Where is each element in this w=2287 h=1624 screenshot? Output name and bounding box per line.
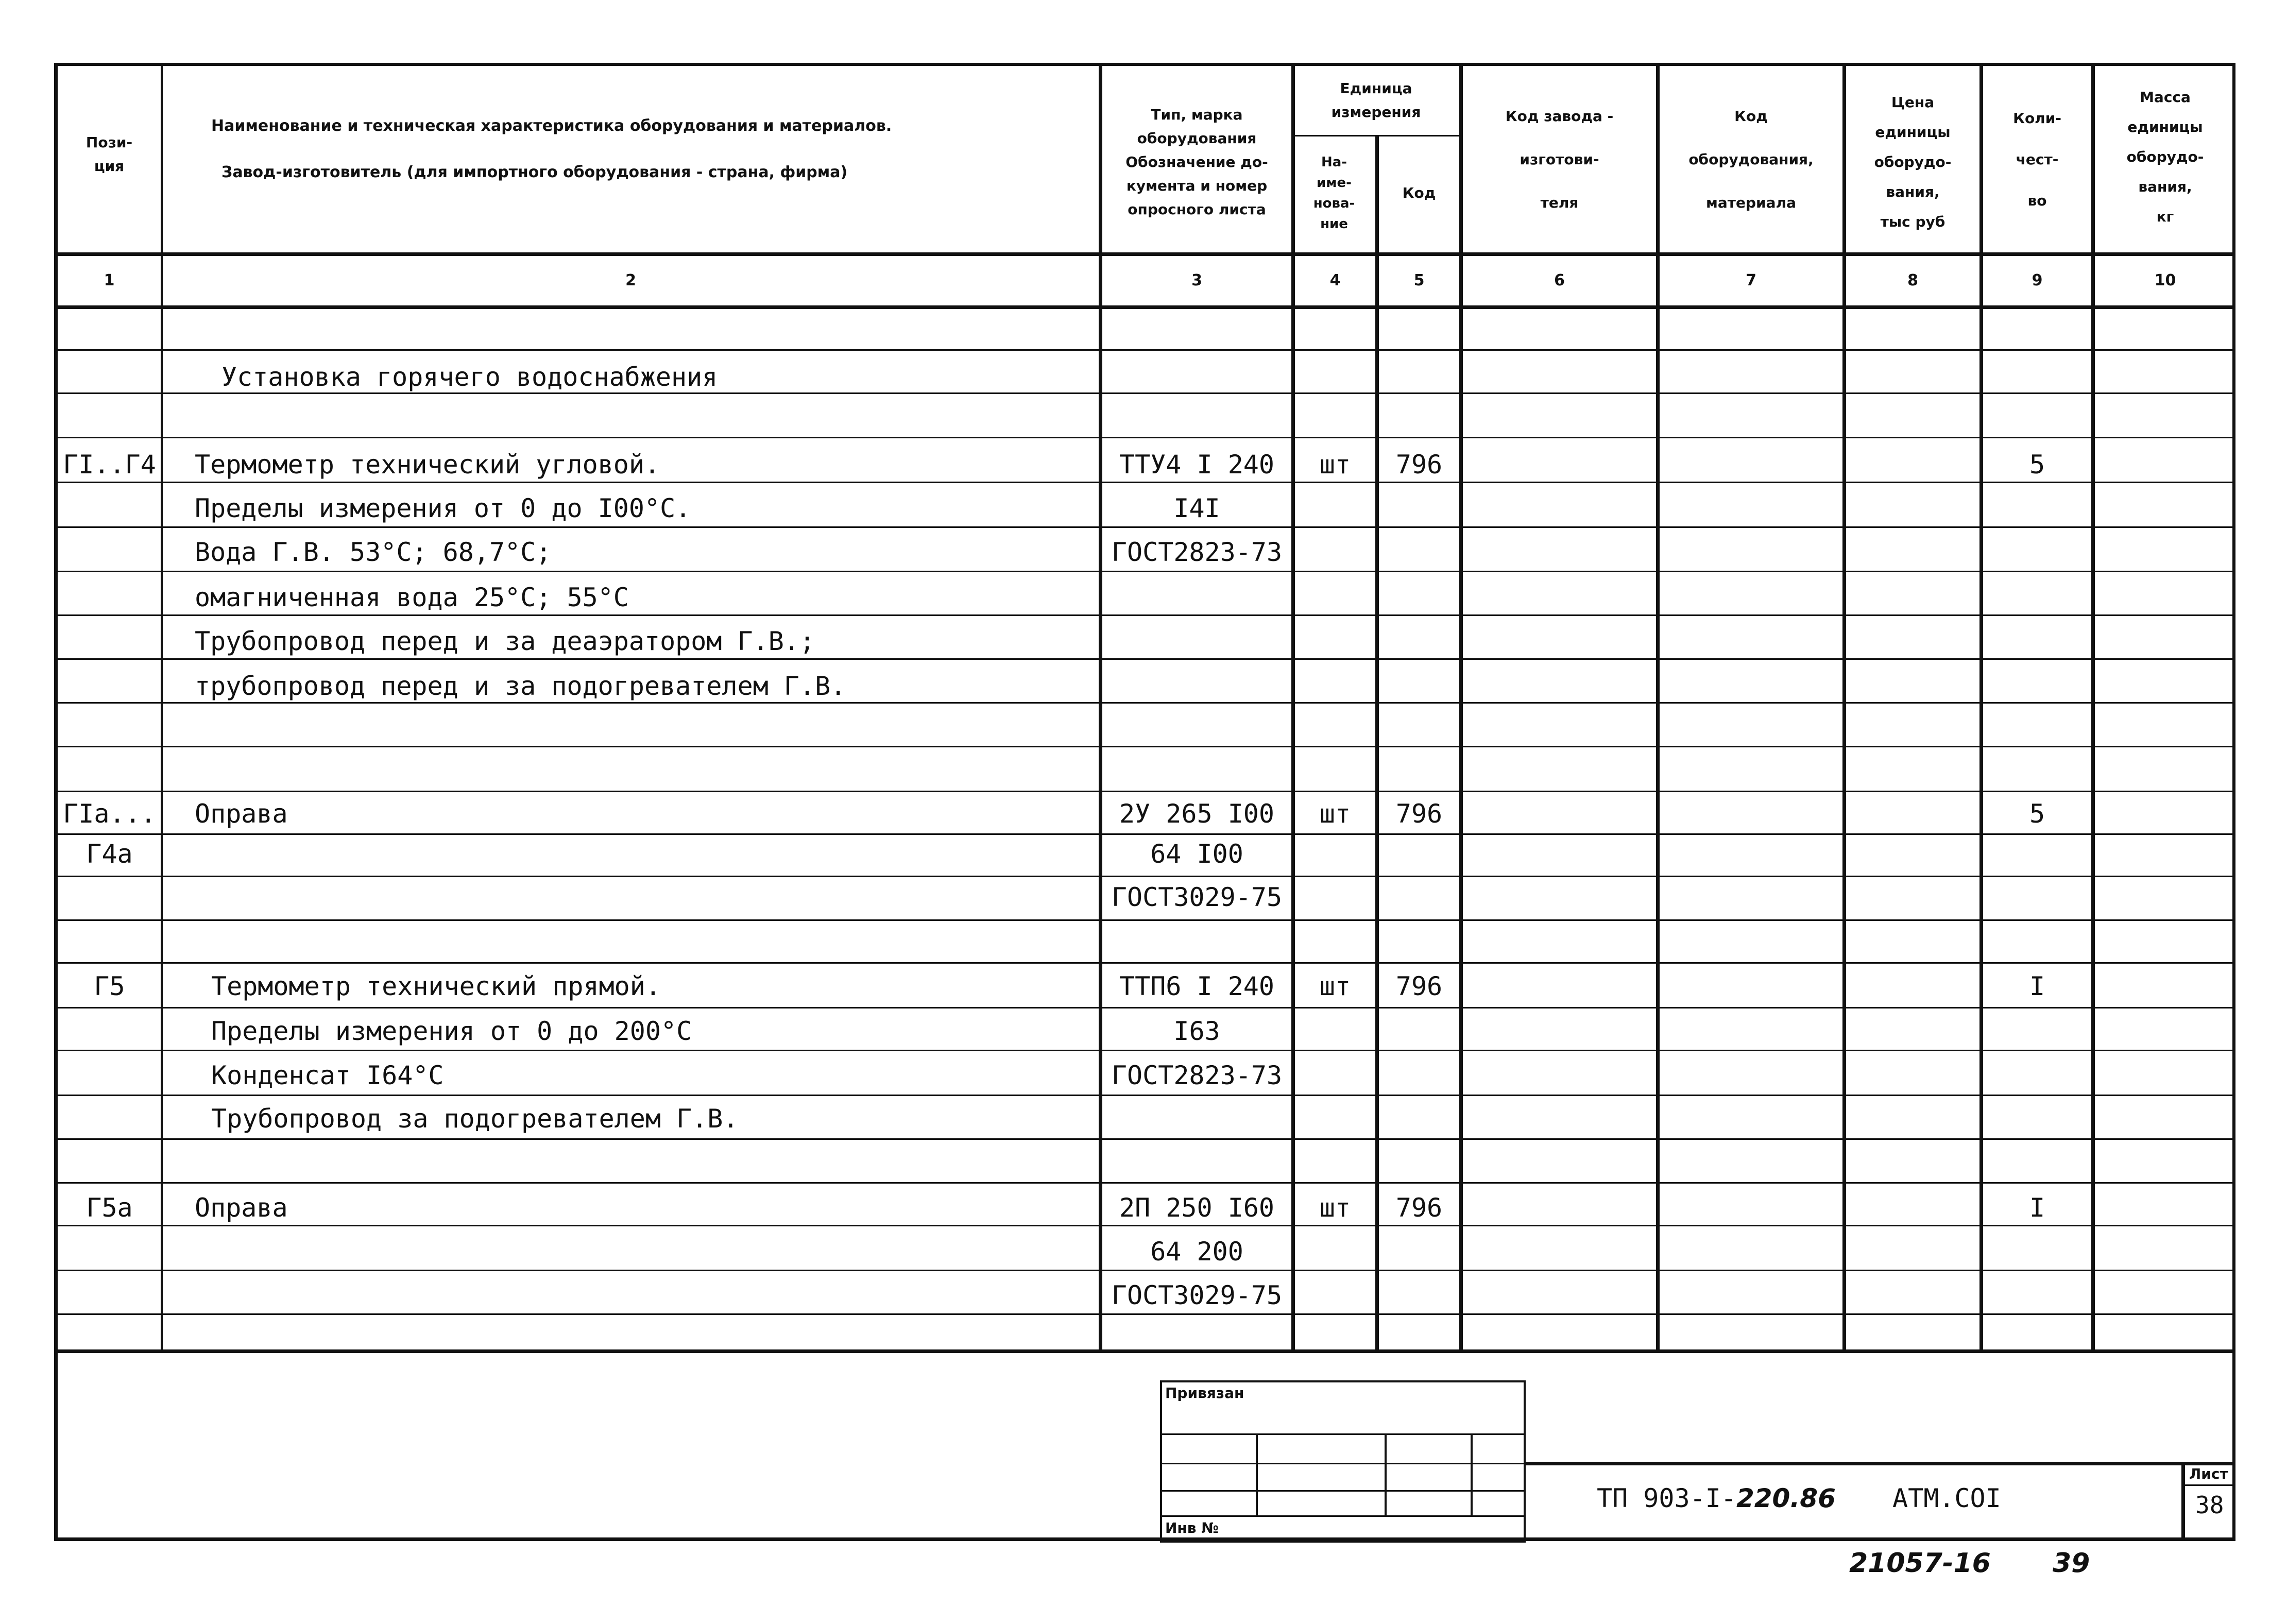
col-number-7: 7 xyxy=(1746,271,1756,289)
cell-type: ГОСТ2823-73 xyxy=(1111,537,1283,567)
cell-type: 2П 250 I60 xyxy=(1119,1193,1275,1223)
document-code-prefix: ТП 903-I- xyxy=(1597,1483,1736,1513)
cell-name: Трубопровод за подогревателем Г.В. xyxy=(211,1104,739,1134)
row-line xyxy=(54,349,2235,351)
row-line xyxy=(54,526,2235,528)
header-equipment-code: Код оборудования, материала xyxy=(1688,108,1814,211)
row-line xyxy=(54,702,2235,704)
cell-position: ГIа... xyxy=(63,799,156,829)
header-mass: Масса единицы оборудо- вания, кг xyxy=(2126,89,2204,225)
col-number-9: 9 xyxy=(2032,271,2043,289)
cell-type: ТТУ4 I 240 xyxy=(1119,450,1275,480)
col-number-4: 4 xyxy=(1329,271,1341,289)
col-number-8: 8 xyxy=(1907,271,1918,289)
stamp-vline-2 xyxy=(1385,1433,1387,1515)
cell-position: Г4а xyxy=(86,839,133,869)
cell-type: ГОСТ2823-73 xyxy=(1111,1061,1283,1090)
cell-unit-code: 796 xyxy=(1395,971,1443,1001)
document-code xyxy=(1597,1483,2001,1513)
sheet-box-split xyxy=(2181,1484,2235,1486)
row-line xyxy=(54,437,2235,438)
header-bottom-line xyxy=(54,252,2235,256)
row-line xyxy=(54,1313,2235,1315)
col-line-4 xyxy=(1375,135,1379,1351)
header-unit-name: На- име- нова- ние xyxy=(1313,155,1355,232)
stamp-vline-3 xyxy=(1471,1433,1473,1515)
numbers-bottom-line xyxy=(54,305,2235,309)
cell-name: Термометр технический угловой. xyxy=(195,450,660,480)
row-line xyxy=(54,614,2235,616)
row-line xyxy=(54,392,2235,394)
col-number-10: 10 xyxy=(2154,271,2176,289)
header-name-line1: Наименование и техническая характеристика оборудования и материалов. xyxy=(211,117,892,135)
header-price: Цена единицы оборудо- вания, тыс руб xyxy=(1874,94,1952,230)
cell-type: 64 200 xyxy=(1150,1237,1243,1267)
cell-type: I4I xyxy=(1173,493,1220,523)
cell-name: Конденсат I64°С xyxy=(211,1061,444,1090)
cell-position: Г5а xyxy=(86,1193,133,1223)
cell-position: Г5 xyxy=(94,971,125,1001)
row-line xyxy=(54,1095,2235,1096)
col-number-5: 5 xyxy=(1413,271,1425,289)
sheet-box-left xyxy=(2181,1462,2185,1539)
row-line xyxy=(54,1225,2235,1226)
cell-unit-code: 796 xyxy=(1395,799,1443,829)
cell-unit-code: 796 xyxy=(1395,1193,1443,1223)
row-line xyxy=(54,1138,2235,1140)
header-unit-group: Единица измерения xyxy=(1331,80,1421,121)
row-line xyxy=(54,791,2235,792)
cell-name: Термометр технический прямой. xyxy=(211,971,661,1001)
col-line-9 xyxy=(2091,63,2095,1351)
cell-type: 2У 265 I00 xyxy=(1119,799,1275,829)
row-line xyxy=(54,658,2235,660)
cell-name: Вода Г.В. 53°С; 68,7°С; xyxy=(195,537,552,567)
cell-position: ГI..Г4 xyxy=(63,450,156,480)
document-code-handwritten: 220.86 xyxy=(1736,1483,1836,1513)
row-line xyxy=(54,571,2235,572)
header-name-line2: Завод-изготовитель (для импортного оборудования - страна, фирма) xyxy=(221,163,848,181)
col-line-8 xyxy=(1979,63,1983,1351)
cell-unit-name: шт xyxy=(1319,1193,1351,1223)
cell-type: I63 xyxy=(1173,1016,1220,1046)
cell-unit-name: шт xyxy=(1319,450,1351,480)
col-line-1 xyxy=(161,63,163,1351)
header-type: Тип, марка оборудования Обозначение до- кумента и номер опросного листа xyxy=(1125,106,1268,218)
cell-name: Оправа xyxy=(195,1193,288,1223)
header-unit-code: Код xyxy=(1402,184,1436,201)
cell-quantity: 5 xyxy=(2029,799,2045,829)
stamp-vline-1 xyxy=(1256,1433,1258,1515)
handwritten-page: 39 xyxy=(2053,1548,2090,1579)
row-line xyxy=(54,1270,2235,1271)
cell-name: Установка горячего водоснабжения xyxy=(221,362,718,392)
cell-type: ТТП6 I 240 xyxy=(1119,971,1275,1001)
col-line-7 xyxy=(1842,63,1846,1351)
sheet-number: 38 xyxy=(2195,1491,2224,1519)
header-quantity: Коли- чест- во xyxy=(2013,110,2061,209)
handwritten-code: 21057-16 xyxy=(1849,1548,1991,1579)
stamp-inventory: Инв № xyxy=(1165,1519,1219,1536)
header-factory-code: Код завода - изготови- теля xyxy=(1505,108,1614,211)
sheet-label: Лист xyxy=(2189,1465,2228,1482)
cell-type: 64 I00 xyxy=(1150,839,1243,869)
stamp-privyazan: Привязан xyxy=(1165,1384,1244,1401)
row-line xyxy=(54,746,2235,747)
row-line xyxy=(54,919,2235,921)
cell-name: омагниченная вода 25°С; 55°С xyxy=(195,583,629,612)
row-line xyxy=(54,1050,2235,1051)
row-line xyxy=(54,833,2235,835)
cell-quantity: I xyxy=(2029,1193,2045,1223)
cell-unit-name: шт xyxy=(1319,799,1351,829)
row-line xyxy=(54,962,2235,964)
cell-name: Трубопровод перед и за деаэратором Г.В.; xyxy=(195,626,815,656)
col-line-2 xyxy=(1099,63,1102,1351)
title-block-top xyxy=(1526,1462,2235,1465)
col-number-6: 6 xyxy=(1554,271,1565,289)
header-position: Пози- ция xyxy=(86,134,133,175)
col-line-3 xyxy=(1291,63,1295,1351)
document-code-suffix: АТМ.COI xyxy=(1892,1483,2001,1513)
cell-quantity: I xyxy=(2029,971,2045,1001)
cell-quantity: 5 xyxy=(2029,450,2045,480)
col-line-5 xyxy=(1459,63,1463,1351)
row-line xyxy=(54,876,2235,877)
table-bottom-line xyxy=(54,1349,2235,1353)
col-number-3: 3 xyxy=(1191,271,1202,289)
cell-type: ГОСТ3029-75 xyxy=(1111,1280,1283,1310)
col-number-1: 1 xyxy=(104,271,115,289)
cell-type: ГОСТ3029-75 xyxy=(1111,882,1283,912)
cell-unit-code: 796 xyxy=(1395,450,1443,480)
cell-name: трубопровод перед и за подогревателем Г.В. xyxy=(195,671,846,701)
row-line xyxy=(54,482,2235,483)
col-line-6 xyxy=(1656,63,1660,1351)
cell-unit-name: шт xyxy=(1319,971,1351,1001)
stamp-line-4 xyxy=(1160,1515,1526,1517)
row-line xyxy=(54,1182,2235,1184)
cell-name: Оправа xyxy=(195,799,288,829)
row-line xyxy=(54,1007,2235,1008)
cell-name: Пределы измерения от 0 до 200°С xyxy=(211,1016,692,1046)
col-number-2: 2 xyxy=(625,271,636,289)
cell-name: Пределы измерения от 0 до I00°С. xyxy=(195,493,691,523)
